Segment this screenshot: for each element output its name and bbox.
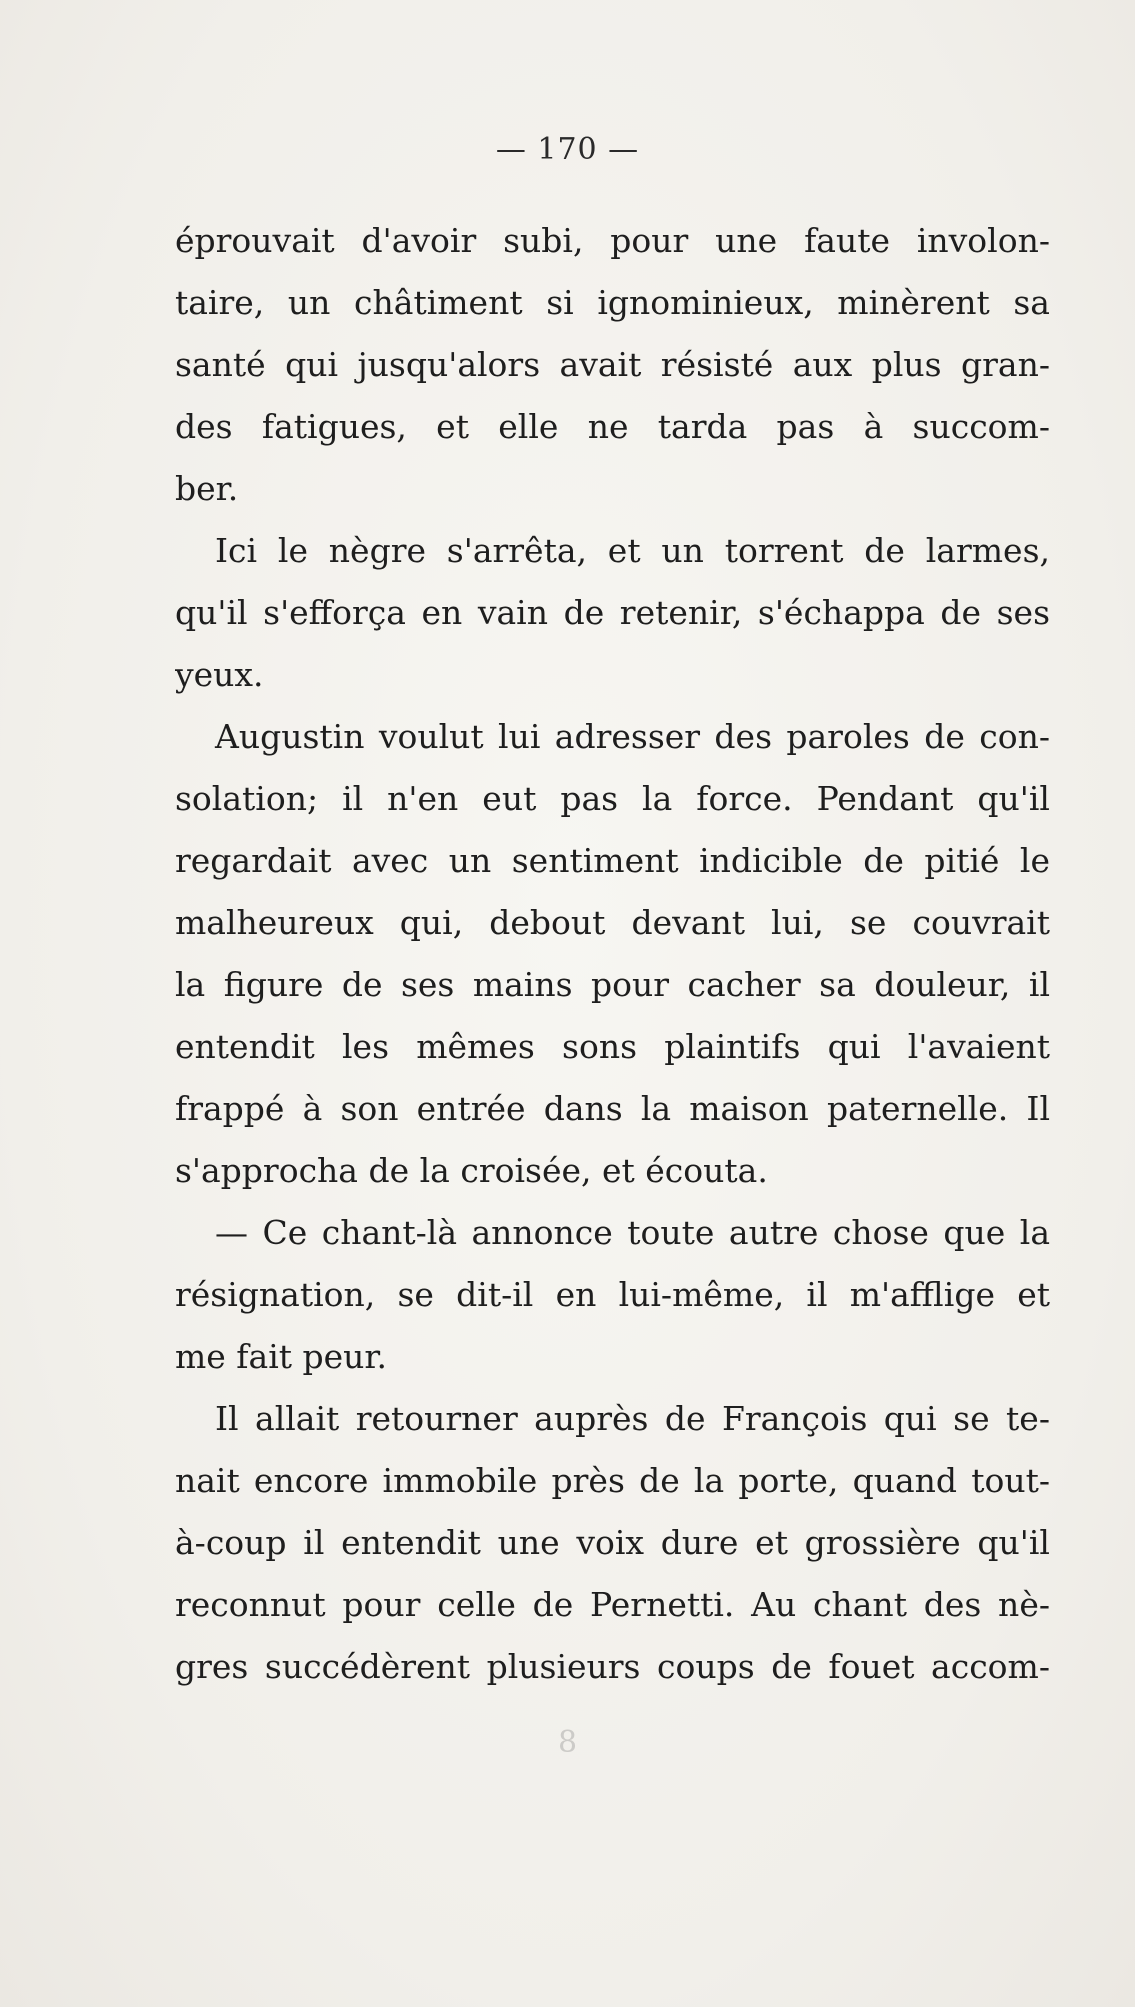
text-line: reconnut pour celle de Pernetti. Au chant des nè- <box>175 1585 1050 1624</box>
text-line: regardait avec un sentiment indicible de pitié le <box>175 841 1050 880</box>
text-line: solation; il n'en eut pas la force. Pendant qu'il <box>175 779 1050 818</box>
text-line: taire, un châtiment si ignominieux, minèrent sa <box>175 283 1050 322</box>
text-line: me fait peur. <box>175 1337 388 1376</box>
text-line: malheureux qui, debout devant lui, se couvrait <box>175 903 1050 942</box>
text-line: s'approcha de la croisée, et écouta. <box>175 1151 768 1190</box>
text-line: des fatigues, et elle ne tarda pas à succom- <box>175 407 1050 446</box>
text-line: Il allait retourner auprès de François qui se te- <box>215 1399 1050 1438</box>
text-line: nait encore immobile près de la porte, quand tout- <box>175 1461 1050 1500</box>
text-line: Ici le nègre s'arrêta, et un torrent de larmes, <box>215 531 1050 570</box>
text-line: la figure de ses mains pour cacher sa douleur, il <box>175 965 1050 1004</box>
text-line: entendit les mêmes sons plaintifs qui l'avaient <box>175 1027 1050 1066</box>
body-text <box>175 210 1050 1698</box>
text-line: yeux. <box>175 655 264 694</box>
text-line: gres succédèrent plusieurs coups de fouet accom- <box>175 1647 1050 1686</box>
page-number: — 170 — <box>495 132 640 167</box>
text-line: santé qui jusqu'alors avait résisté aux plus gran- <box>175 345 1050 384</box>
signature-mark: 8 <box>557 1725 578 1760</box>
text-line: résignation, se dit-il en lui-même, il m'afflige et <box>175 1275 1050 1314</box>
text-line: éprouvait d'avoir subi, pour une faute involon- <box>175 221 1050 260</box>
text-line: à-coup il entendit une voix dure et grossière qu'il <box>175 1523 1050 1562</box>
text-line: frappé à son entrée dans la maison paternelle. Il <box>175 1089 1050 1128</box>
text-line: ber. <box>175 469 239 508</box>
text-line: qu'il s'efforça en vain de retenir, s'échappa de ses <box>175 593 1050 632</box>
text-line: — Ce chant-là annonce toute autre chose que la <box>215 1213 1050 1252</box>
text-line: Augustin voulut lui adresser des paroles de con- <box>215 717 1050 756</box>
